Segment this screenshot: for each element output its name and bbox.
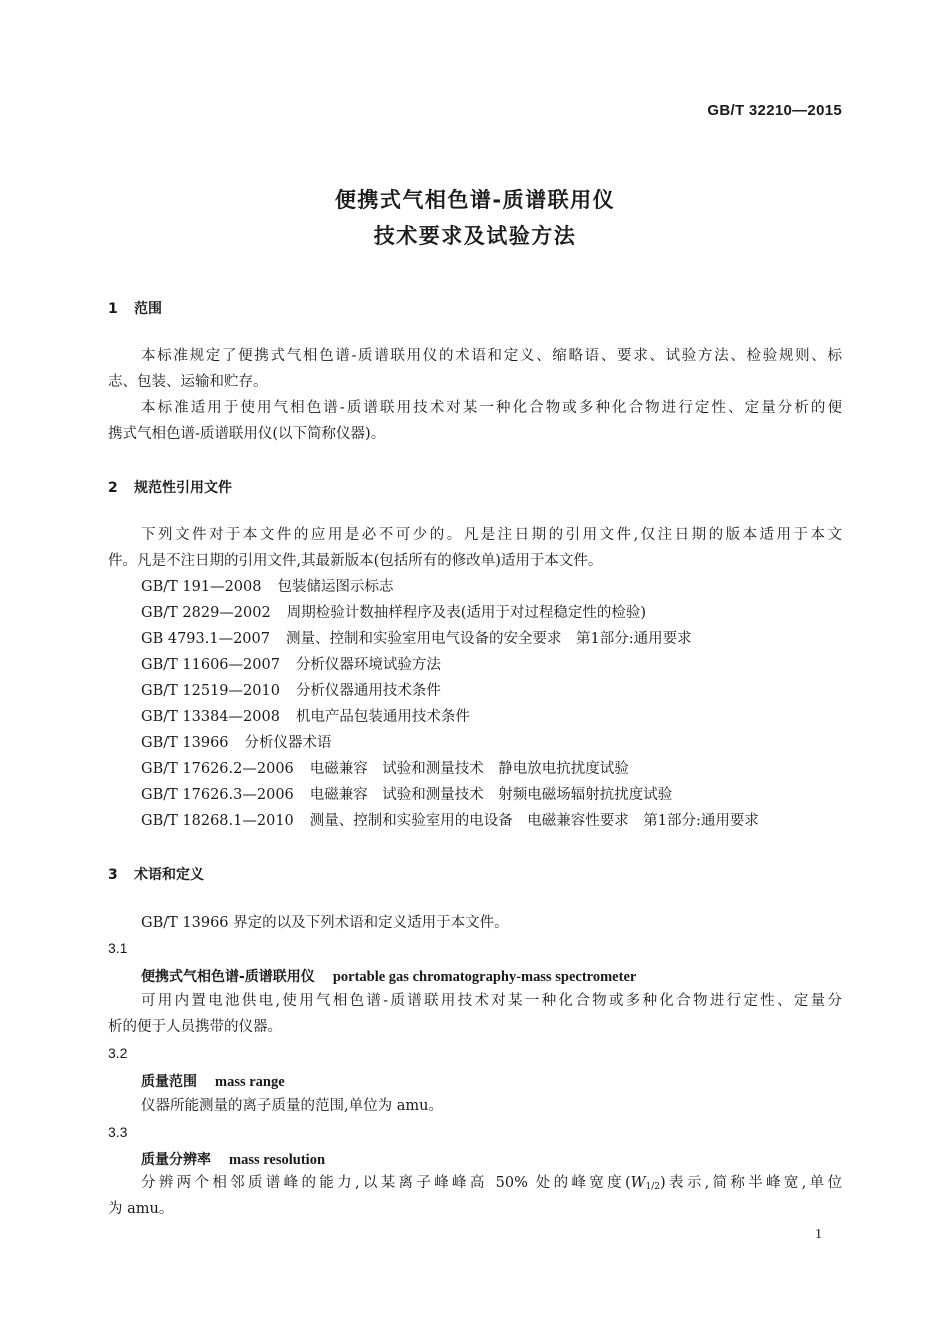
section-title: 范围: [134, 301, 162, 317]
section-1-paragraph-1-line-1: 本标准规定了便携式气相色谱-质谱联用仪的术语和定义、缩略语、要求、试验方法、检验规则、标: [141, 348, 842, 364]
reference-item: [141, 626, 759, 652]
term-english: mass resolution: [229, 1152, 326, 1168]
reference-code: GB 4793.1—2007: [141, 631, 270, 647]
reference-title: 包装储运图示标志: [277, 579, 394, 595]
reference-title: 电磁兼容 试验和测量技术 静电放电抗扰度试验: [309, 761, 629, 777]
term-english: mass range: [215, 1074, 285, 1090]
reference-title: 周期检验计数抽样程序及表(适用于对过程稳定性的检验): [286, 605, 647, 621]
section-number: 2: [108, 480, 118, 496]
reference-item: [141, 704, 759, 730]
term-number: 3.2: [108, 1045, 128, 1061]
section-number: 1: [108, 301, 118, 317]
section-1-paragraph-2-line-2: 携式气相色谱-质谱联用仪(以下简称仪器)。: [108, 426, 386, 442]
reference-code: GB/T 191—2008: [141, 579, 262, 595]
term-chinese: 质量范围: [141, 1074, 197, 1090]
reference-code: GB/T 18268.1—2010: [141, 813, 294, 829]
reference-code: GB/T 12519—2010: [141, 683, 280, 699]
document-title-line2: 技术要求及试验方法: [373, 224, 577, 248]
reference-title: 分析仪器环境试验方法: [295, 657, 441, 673]
reference-item: [141, 730, 759, 756]
reference-title: 测量、控制和实验室用电气设备的安全要求 第1部分:通用要求: [286, 631, 692, 647]
term-heading: [141, 1071, 285, 1091]
standard-code: GB/T 32210—2015: [707, 102, 842, 119]
section-2-heading: [108, 477, 232, 497]
reference-code: GB/T 17626.2—2006: [141, 761, 294, 777]
section-2-intro-line-1: 下列文件对于本文件的应用是必不可少的。凡是注日期的引用文件,仅注日期的版本适用于本文: [141, 527, 842, 543]
term-heading: [141, 966, 636, 986]
term-definition-line-2: 为 amu。: [108, 1201, 174, 1217]
reference-item: [141, 652, 759, 678]
section-title: 规范性引用文件: [134, 480, 232, 496]
reference-title: 分析仪器通用技术条件: [295, 683, 441, 699]
reference-item: [141, 756, 759, 782]
document-title-line1: 便携式气相色谱-质谱联用仪: [334, 188, 616, 212]
section-3-heading: [108, 864, 204, 884]
reference-item: [141, 808, 759, 834]
section-3-intro: GB/T 13966 界定的以及下列术语和定义适用于本文件。: [141, 915, 509, 931]
reference-item: [141, 782, 759, 808]
reference-title: 电磁兼容 试验和测量技术 射频电磁场辐射抗扰度试验: [309, 787, 673, 803]
term-number: 3.3: [108, 1124, 128, 1140]
reference-title: 测量、控制和实验室用的电设备 电磁兼容性要求 第1部分:通用要求: [309, 813, 759, 829]
term-chinese: 便携式气相色谱-质谱联用仪: [141, 969, 315, 985]
term-heading: [141, 1149, 325, 1169]
definition-text-b: )表示,简称半峰宽,单位: [660, 1175, 842, 1191]
section-1-paragraph-2-line-1: 本标准适用于使用气相色谱-质谱联用技术对某一种化合物或多种化合物进行定性、定量分析的便: [141, 400, 842, 416]
reference-code: GB/T 13384—2008: [141, 709, 280, 725]
reference-item: [141, 574, 759, 600]
reference-code: GB/T 11606—2007: [141, 657, 280, 673]
reference-code: GB/T 13966: [141, 735, 229, 751]
section-1-paragraph-1-line-2: 志、包装、运输和贮存。: [108, 374, 268, 390]
reference-title: 机电产品包装通用技术条件: [295, 709, 470, 725]
reference-code: GB/T 2829—2002: [141, 605, 271, 621]
term-definition-line-1: 仪器所能测量的离子质量的范围,单位为 amu。: [141, 1098, 443, 1114]
reference-item: [141, 678, 759, 704]
term-definition-line-1: 可用内置电池供电,使用气相色谱-质谱联用技术对某一种化合物或多种化合物进行定性、定量分: [141, 993, 842, 1009]
section-2-intro-line-2: 件。凡是不注日期的引用文件,其最新版本(包括所有的修改单)适用于本文件。: [108, 553, 603, 569]
reference-item: [141, 600, 759, 626]
section-title: 术语和定义: [134, 867, 204, 883]
reference-title: 分析仪器术语: [244, 735, 332, 751]
reference-code: GB/T 17626.3—2006: [141, 787, 294, 803]
width-subscript: 1/2: [645, 1182, 660, 1192]
normative-references-list: [141, 574, 759, 834]
section-1-heading: [108, 298, 162, 318]
term-english: portable gas chromatography-mass spectrometer: [332, 969, 637, 985]
definition-text-a: 分辨两个相邻质谱峰的能力,以某离子峰峰高 50% 处的峰宽度(: [141, 1175, 631, 1191]
width-symbol: W: [630, 1175, 646, 1191]
section-number: 3: [108, 867, 118, 883]
page-number: 1: [815, 1227, 822, 1242]
term-chinese: 质量分辨率: [141, 1152, 211, 1168]
term-number: 3.1: [108, 940, 128, 956]
term-definition-line-2: 析的便于人员携带的仪器。: [108, 1019, 282, 1035]
